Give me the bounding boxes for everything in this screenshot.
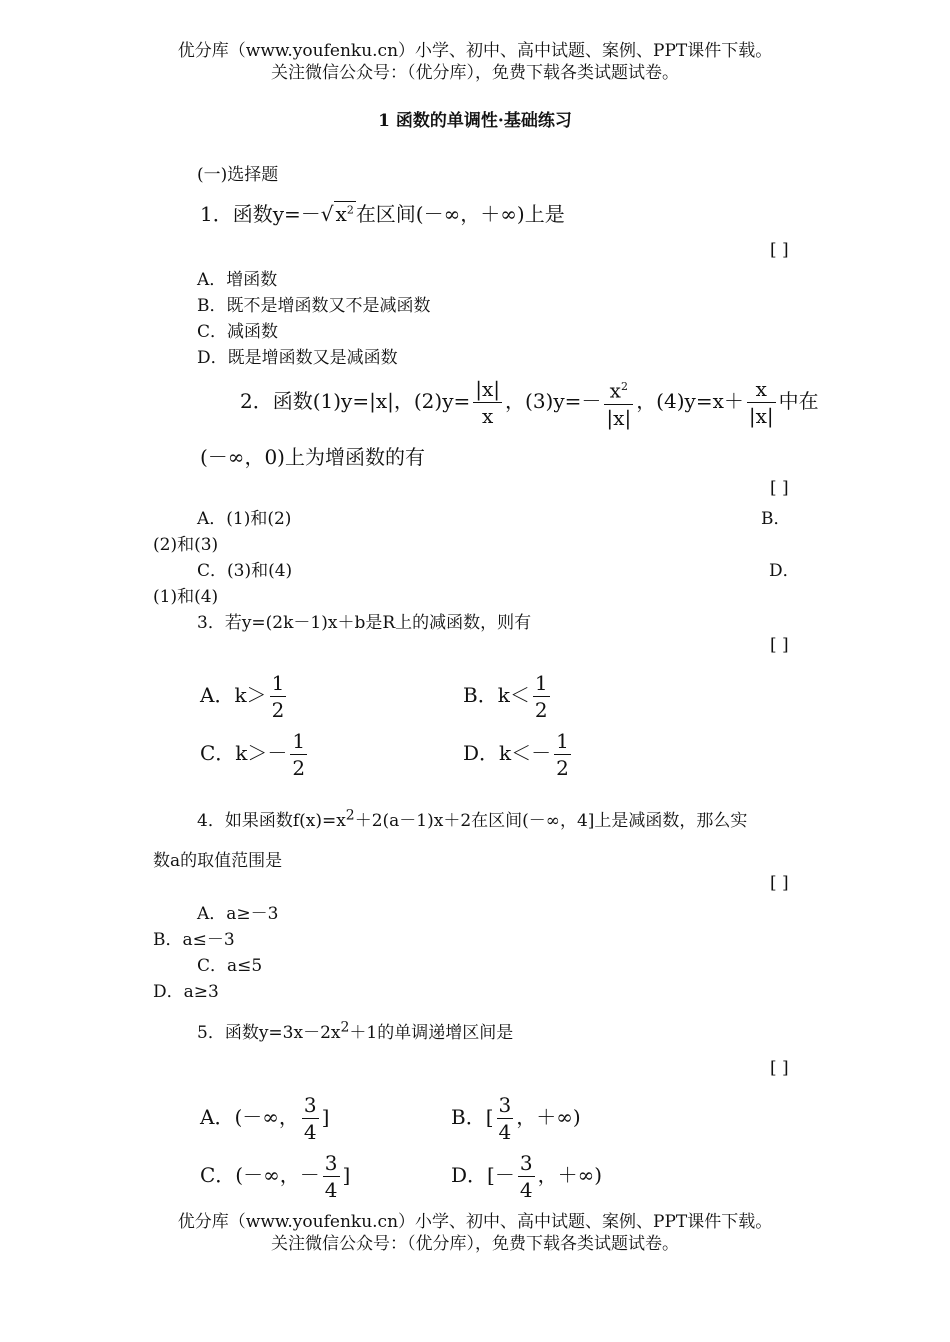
fraction: $\frac{1}{2}$ [556, 729, 569, 780]
section-heading: (一)选择题 [197, 165, 279, 185]
header-line-2: 关注微信公众号：（优分库），免费下载各类试题试卷。 [271, 63, 679, 83]
footer-line-1: 优分库（www.youfenku.cn）小学、初中、高中试题、案例、PPT课件下载。 [177, 1212, 773, 1232]
answer-bracket-4: [ ] [770, 873, 789, 893]
fraction: $\frac{1}{2}$ [534, 671, 548, 722]
answer-bracket-5: [ ] [770, 1058, 789, 1078]
q2-option-b: B． [761, 509, 791, 529]
page-title: 1 函数的单调性·基础练习 [378, 111, 572, 131]
q5-option-d: D．[－ $\frac{3}{4}$ ，＋∞) [451, 1151, 603, 1202]
q1-text-post: 在区间(－∞，＋∞)上是 [355, 202, 565, 226]
fraction: $\frac{1}{2}$ [292, 729, 306, 780]
question-1 [200, 198, 565, 227]
fraction: $\frac{3}{4}$ [324, 1151, 338, 1202]
q5-option-b: B．[ $\frac{3}{4}$ ，＋∞) [451, 1093, 581, 1144]
fraction: $\frac{3}{4}$ [498, 1093, 512, 1144]
q3-option-c: C．k＞－ $\frac{1}{2}$ [200, 729, 306, 780]
fraction: $\frac{x}{|x|}$ [748, 376, 774, 428]
question-3: 3．若y=(2k－1)x＋b是R上的减函数，则有 [197, 613, 532, 633]
q2-option-d: D． [769, 561, 800, 581]
q2-option-b-value: (2)和(3) [153, 535, 219, 555]
q2-option-a: A．(1)和(2) [197, 509, 292, 529]
q4-line-2: 数a的取值范围是 [153, 851, 283, 871]
fraction: $\frac{3}{4}$ [303, 1093, 317, 1144]
q2-option-d-value: (1)和(4) [153, 587, 219, 607]
q2-option-c: C．(3)和(4) [197, 561, 293, 581]
q2-line-2: (－∞，0)上为增函数的有 [200, 445, 425, 469]
answer-bracket-2: [ ] [770, 478, 789, 498]
fraction: $\frac{3}{4}$ [519, 1151, 533, 1202]
q4-option-d: D．a≥3 [153, 982, 219, 1002]
q3-option-a: A．k＞ $\frac{1}{2}$ [200, 671, 285, 722]
question-4: 4．如果函数$f(x)=x^2+2(a-1)x+2$在区间(－∞，4]上是减函数，那么实 [197, 807, 748, 831]
q4-option-b: B．a≤－3 [153, 930, 235, 950]
q1-text-pre: 1．函数y=－ [200, 202, 321, 226]
q1-option-a: A．增函数 [197, 270, 278, 290]
answer-bracket-1: [ ] [770, 240, 789, 260]
q4-option-c: C．a≤5 [197, 956, 263, 976]
header-line-1: 优分库（www.youfenku.cn）小学、初中、高中试题、案例、PPT课件下载。 [177, 41, 773, 61]
answer-bracket-3: [ ] [770, 635, 789, 655]
q3-option-d: D．k＜－ $\frac{1}{2}$ [463, 729, 569, 780]
q5-option-a: A．(－∞， $\frac{3}{4}$ ] [200, 1093, 330, 1144]
q5-option-c: C．(－∞，－ $\frac{3}{4}$ ] [200, 1151, 351, 1202]
q1-option-d: D．既是增函数又是减函数 [197, 348, 398, 368]
footer-line-2: 关注微信公众号：（优分库），免费下载各类试题试卷。 [271, 1234, 679, 1254]
sqrt-symbol: √ $x^2$ [320, 202, 354, 226]
q3-option-b: B．k＜ $\frac{1}{2}$ [463, 671, 548, 722]
fraction: $\frac{1}{2}$ [271, 671, 285, 722]
q1-option-c: C．减函数 [197, 322, 279, 342]
question-2: 2．函数(1)y=|x|，(2)y= $\frac{|x|}{x}$ ，(3)y=－ $\frac{x^2}{|x|}$ ，(4)y=x＋ $\frac{x}{|x|}$ 中在 [240, 374, 819, 431]
q4-option-a: A．a≥－3 [197, 904, 279, 924]
q1-option-b: B．既不是增函数又不是减函数 [197, 296, 431, 316]
question-5: 5．函数$y=3x-2x^2+1$的单调递增区间是 [197, 1019, 514, 1043]
fraction: $\frac{x^2}{|x|}$ [604, 374, 633, 431]
fraction: $\frac{|x|}{x}$ [475, 376, 501, 428]
